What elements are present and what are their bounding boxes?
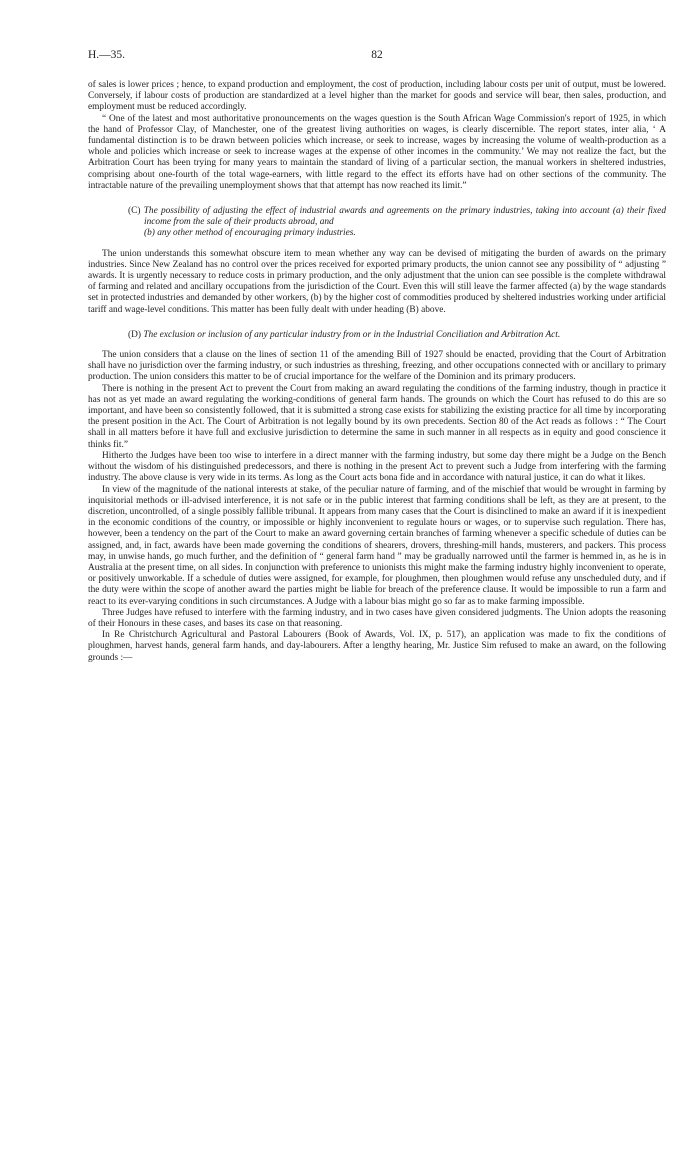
page-number: 82 (371, 49, 383, 61)
paragraph: There is nothing in the present Act to prevent the Court from making an award regulating the conditions of the farming industry, though in practice it has not as yet made an award regulating the working-conditions of general farm hands. The grounds on which the Court has refused to do this are so important, and have been so consistently followed, that it is submitted a strong case exists for stabilizing the existing practice for all time by incorporating the present position in the Act. The Court of Arbitration is not legally bound by its own precedents. Section 80 of the Act reads as follows : “ The Court shall in all matters before it have full and exclusive jurisdiction to determine the same in such manner in all respects as in equity and good conscience it thinks fit.” (88, 383, 666, 450)
section-title-continuation: (b) any other method of encouraging primary industries. (144, 228, 356, 239)
paragraph: Three Judges have refused to interfere with the farming industry, and in two cases have given considered judgments. The Union adopts the reasoning of their Honours in these cases, and bases its case on that reasoning. (88, 607, 666, 629)
document-reference: H.—35. (88, 49, 126, 61)
paragraph: In view of the magnitude of the national interests at stake, of the peculiar nature of farming, and of the mischief that would be wrought in farming by inquisitorial methods or ill-advised interference, it is not safe or in the public interest that farming conditions shall be left, as they are at present, to the discretion, uncontrolled, of a single possibly fallible tribunal. It appears from many cases that the Court is disinclined to make an award if it is inexpedient in the economic conditions of the country, or impossible or highly inconvenient to regulate hours or wages, or to supervise such regulation. There has, however, been a tendency on the part of the Court to make an award governing certain branches of farming whenever a specific schedule of duties can be assigned, and, in fact, awards have been made governing the conditions of shearers, drovers, threshing-mill hands, musterers, and packers. This process may, in unwise hands, go much further, and the definition of “ general farm hand ” may be gradually narrowed until the farmer is hemmed in, as he is in Australia at the present time, on all sides. In conjunction with preference to unionists this might make the farming industry highly inconvenient to operate, or positively unworkable. If a schedule of duties were assigned, for example, for ploughmen, then ploughmen would refuse any unscheduled duty, and if the duty were within the scope of another award the parties might be liable for breach of the preference clause. It would be impossible to run a farm and react to its ever-varying conditions in such circumstances. A Judge with a labour bias might go so far as to make farming impossible. (88, 484, 666, 607)
section-title: The possibility of adjusting the effect of industrial awards and agreements on the primary industries, taking into account (a) their fixed income from the sale of their products abroad, and (143, 206, 666, 228)
section-title: The exclusion or inclusion of any particular industry from or in the Industrial Conciliation and Arbitration Act. (143, 329, 561, 340)
paragraph: In Re Christchurch Agricultural and Pastoral Labourers (Book of Awards, Vol. IX, p. 517), an application was made to fix the conditions of ploughmen, harvest hands, general farm hands, and day-labourers. After a lengthy hearing, Mr. Justice Sim refused to make an award, on the following grounds :— (88, 630, 666, 663)
paragraph: “ One of the latest and most authoritative pronouncements on the wages question is the South African Wage Commission's report of 1925, in which the hand of Professor Clay, of Manchester, one of the greatest living authorities on wages, is clearly discernible. The report states, inter alia, ‘ A fundamental distinction is to be drawn between policies which increase, or seek to increase, wages by increasing the volume of wealth-production as a whole and policies which increase or seek to increase wages at the expense of other incomes in the community.’ We may not realize the fact, but the Arbitration Court has been trying for many years to maintain the standard of living of a particular section, the manual workers in sheltered industries, comprising about one-fourth of the total wage-earners, with little regard to the effect its efforts have had on other sections of the community. The intractable nature of the prevailing unemployment shows that that attempt has now reached its limit.” (88, 113, 666, 191)
paragraph: The union considers that a clause on the lines of section 11 of the amending Bill of 1927 should be enacted, providing that the Court of Arbitration shall have no jurisdiction over the farming industry, or such industries as threshing, freezing, and other occupations connected with or ancillary to primary production. The union considers this matter to be of crucial importance for the welfare of the Dominion and its primary producers. (88, 350, 666, 383)
document-body (88, 80, 666, 664)
section-heading-d (88, 330, 666, 341)
page-header (88, 50, 666, 66)
paragraph: The union understands this somewhat obscure item to mean whether any way can be devised of mitigating the burden of awards on the primary industries. Since New Zealand has no control over the prices received for exported primary products, the union cannot see any possibility of “ adjusting ” awards. It is urgently necessary to reduce costs in primary production, and the only adjustment that the union can see possible is the complete withdrawal of farming and related and ancillary occupations from the jurisdiction of the Court. Even this will still leave the farmer affected (a) by the wage standards set in protected industries and demanded by other workers, (b) by the higher cost of commodities produced by sheltered industries working under artificial tariff and wage-level conditions. This matter has been fully dealt with under heading (B) above. (88, 248, 666, 315)
paragraph: Hitherto the Judges have been too wise to interfere in a direct manner with the farming industry, but some day there might be a Judge on the Bench without the wisdom of his distinguished predecessors, and there is nothing in the present Act to prevent such a Judge from interfering with the farming industry. The above clause is very wide in its terms. As long as the Court acts bona fide and in accordance with natural justice, it can do what it likes. (88, 450, 666, 484)
section-letter: (C) (128, 206, 141, 217)
section-heading-c (88, 206, 666, 240)
section-letter: (D) (128, 329, 141, 340)
paragraph: of sales is lower prices ; hence, to expand production and employment, the cost of production, including labour costs per unit of output, must be lowered. Conversely, if labour costs of production are standardized at a level higher than the market for goods and service will bear, then sales, production, and employment must be reduced accordingly. (88, 80, 666, 113)
